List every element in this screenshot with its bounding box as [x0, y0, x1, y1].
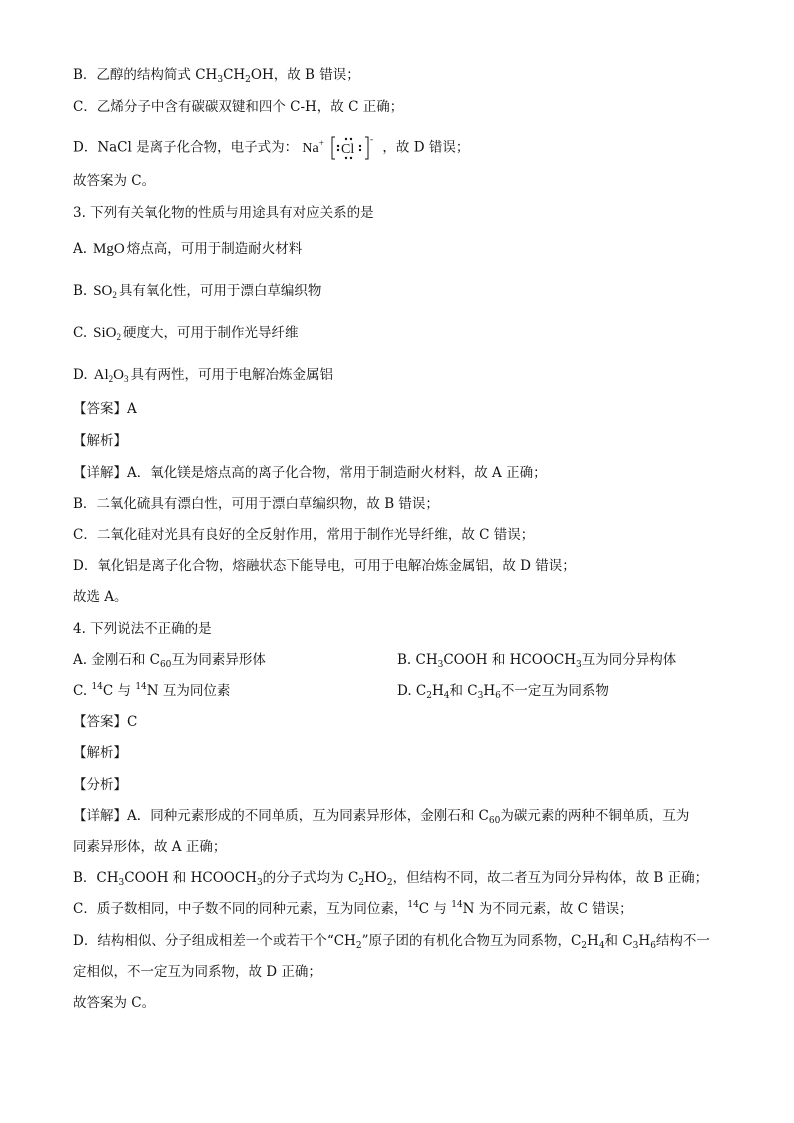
q4-fenxi-tag: 【分析】 — [73, 777, 127, 793]
q4-option-d: D. $C_2H_4$和 $C_3H_6$不一定互为同系物 — [397, 683, 609, 701]
q3-option-c: C. SiO$_2$ 硬度大，可用于制作光导纤维 — [73, 325, 299, 342]
svg-text:Cl: Cl — [341, 142, 355, 157]
q4-detail-d-2: 定相似，不一定互为同系物，故 D 正确； — [73, 964, 322, 980]
line-d-nacl: D．NaCl 是离子化合物，电子式为： Na+ Cl - ，故 D 错误； — [73, 134, 469, 162]
q4-option-b: B. $CH_3COOH$ 和 $HCOOCH_3$互为同分异构体 — [397, 652, 677, 670]
q4-option-a: A. 金刚石和 $C_{60}$互为同素异形体 — [73, 652, 266, 670]
q3-detail-d: D．氧化铝是离子化合物，熔融状态下能导电，可用于电解冶炼金属铝，故 D 错误； — [73, 558, 576, 574]
sodium-ion: Na+ — [302, 137, 324, 156]
q4-detail-b: B．$CH_3COOH$ 和 $HCOOCH_3$的分子式均为 $C_2HO_2$，但结构不同，故二者互为同分异构体，故 B 正确； — [73, 870, 709, 888]
q3-detail-b: B．二氧化硫具有漂白性，可用于漂白草编织物，故 B 错误； — [73, 496, 439, 512]
q3-option-d: D. $Al_2O_3$ 具有两性，可用于电解冶炼金属铝 — [73, 367, 333, 384]
line-c-ethylene: C．乙烯分子中含有碳碳双键和四个 C-H，故 C 正确； — [73, 99, 404, 115]
q3-analysis-tag: 【解析】 — [73, 433, 127, 449]
q4-detail-a-2: 同素异形体，故 A 正确； — [73, 839, 227, 855]
q3-detail-a: 【详解】A．氧化镁是熔点高的离子化合物，常用于制造耐火材料，故 A 正确； — [73, 465, 547, 481]
question-4-title: 4. 下列说法不正确的是 — [73, 621, 212, 637]
q4-detail-c: C．质子数相同，中子数不同的同种元素，互为同位素，$^{14}$C 与 $^{14}$N 为不同元素，故 C 错误； — [73, 900, 633, 917]
q3-option-a: A. MgO 熔点高，可用于制造耐火材料 — [73, 241, 303, 257]
q3-answer: 【答案】A — [73, 401, 137, 417]
q3-detail-c: C．二氧化硅对光具有良好的全反射作用，常用于制作光导纤维，故 C 错误； — [73, 527, 535, 543]
q4-conclusion: 故答案为 C。 — [73, 995, 156, 1011]
text: B．乙醇的结构简式 CH — [73, 67, 218, 83]
answer-line: 故答案为 C。 — [73, 173, 156, 189]
q4-detail-d-1: D．结构相似、分子组成相差一个或若干个“$CH_2$”原子团的有机化合物互为同系物，$C_2H_4$和 $C_3H_6$结构不一 — [73, 933, 710, 951]
q3-conclusion: 故选 A。 — [73, 589, 128, 605]
q3-option-b: B. $SO_2$ 具有氧化性，可用于漂白草编织物 — [73, 283, 322, 300]
q4-detail-a-1: 【详解】A．同种元素形成的不同单质，互为同素异形体，金刚石和 $C_{60}$为碳元素的两种不铜单质，互为 — [73, 808, 690, 826]
line-b-ethanol: B．乙醇的结构简式 $CH_3CH_2OH$，故 B 错误； — [73, 67, 360, 85]
chloride-electron-formula — [330, 134, 376, 162]
svg-text:-: - — [370, 134, 374, 144]
q4-option-c: C. $^{14}$C 与 $^{14}$N 互为同位素 — [73, 682, 231, 699]
q4-analysis-tag: 【解析】 — [73, 745, 127, 761]
question-3-title: 3. 下列有关氧化物的性质与用途具有对应关系的是 — [73, 205, 374, 221]
q4-answer: 【答案】C — [73, 714, 138, 730]
